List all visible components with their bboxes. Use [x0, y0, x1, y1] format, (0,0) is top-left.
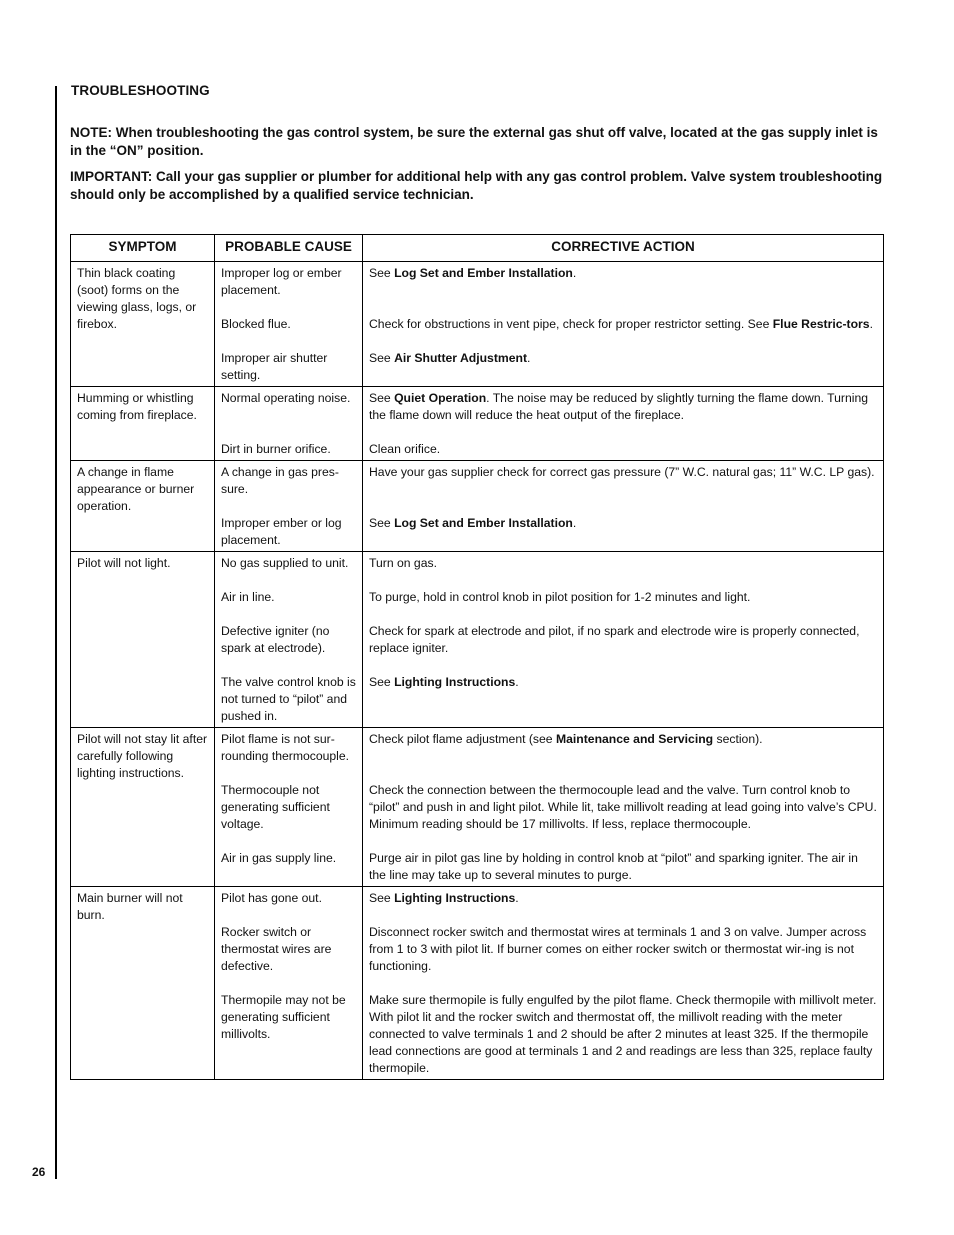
table-row	[71, 552, 884, 728]
symptom-text: Humming or whistling coming from fireplace.	[77, 391, 197, 422]
page-number: 26	[32, 1165, 46, 1179]
action-cell	[363, 387, 884, 461]
action-emphasis: Flue Restric-tors	[772, 317, 870, 331]
action-text: See Lighting Instructions.	[369, 675, 519, 689]
cause-text: Thermopile may not be generating sufficient millivolts.	[221, 993, 346, 1041]
action-text: Check for obstructions in vent pipe, check for proper restrictor setting. See Flue Restric-tors.	[369, 317, 873, 331]
cause-cell	[215, 262, 363, 387]
action-cell	[363, 887, 884, 1080]
symptom-cell	[71, 461, 215, 552]
cause-cell	[215, 552, 363, 728]
action-text: Have your gas supplier check for correct gas pressure (7” W.C. natural gas; 11” W.C. LP gas).	[369, 465, 875, 479]
action-text: Purge air in pilot gas line by holding in control knob at “pilot” and sparking igniter. The air in the line may take up to several minutes to purge.	[369, 851, 858, 882]
important-paragraph: IMPORTANT: Call your gas supplier or plumber for additional help with any gas control problem. Valve system troubleshooting should only be accomplished by a qualified service technician.	[70, 169, 883, 202]
action-cell	[363, 262, 884, 387]
symptom-text: Pilot will not stay lit after carefully following lighting instructions.	[77, 732, 208, 780]
cause-text: The valve control knob is not turned to “pilot” and pushed in.	[221, 675, 356, 723]
table-body	[71, 262, 884, 1080]
cause-cell	[215, 387, 363, 461]
table-row	[71, 728, 884, 887]
table-row	[71, 262, 884, 387]
symptom-text: Pilot will not light.	[77, 556, 171, 570]
symptom-text: Thin black coating (soot) forms on the viewing glass, logs, or firebox.	[77, 266, 197, 331]
symptom-cell	[71, 728, 215, 887]
cause-text: No gas supplied to unit.	[221, 556, 349, 570]
cause-cell	[215, 461, 363, 552]
action-emphasis: Lighting Instructions	[394, 675, 516, 689]
action-text: See Lighting Instructions.	[369, 891, 519, 905]
cause-text: Rocker switch or thermostat wires are defective.	[221, 925, 332, 973]
action-text: Turn on gas.	[369, 556, 437, 570]
header-corrective-action: CORRECTIVE ACTION	[363, 235, 884, 262]
cause-text: A change in gas pres-sure.	[221, 465, 339, 496]
table-header-row	[71, 235, 884, 262]
action-text: See Log Set and Ember Installation.	[369, 516, 577, 530]
action-text: Make sure thermopile is fully engulfed by the pilot flame. Check thermopile with millivolt meter. With pilot lit and the rocker switch and thermostat off, the millivolt reading with the meter connected to valve terminals 1 and 2 should be after 2 minutes at least 325. If the thermopile lead connections are good at terminals 1 and 2 and readings are less than 325, replace faulty thermopile.	[369, 993, 877, 1075]
action-emphasis: Quiet Operation	[394, 391, 487, 405]
action-text: See Air Shutter Adjustment.	[369, 351, 531, 365]
cause-text: Thermocouple not generating sufficient voltage.	[221, 783, 330, 831]
symptom-cell	[71, 387, 215, 461]
action-text: Clean orifice.	[369, 442, 441, 456]
action-text: Check the connection between the thermocouple lead and the valve. Turn control knob to “pilot” and push in and light pilot. While lit, take millivolt reading at lead going into valve’s CPU. Minimum reading should be 17 millivolts. If less, replace thermocouple.	[369, 783, 877, 831]
cause-text: Normal operating noise.	[221, 391, 351, 405]
cause-text: Pilot has gone out.	[221, 891, 322, 905]
symptom-cell	[71, 887, 215, 1080]
action-emphasis: Maintenance and Servicing	[555, 732, 714, 746]
cause-text: Air in gas supply line.	[221, 851, 337, 865]
cause-cell	[215, 728, 363, 887]
action-text: To purge, hold in control knob in pilot position for 1-2 minutes and light.	[369, 590, 751, 604]
action-cell	[363, 461, 884, 552]
cause-text: Dirt in burner orifice.	[221, 442, 331, 456]
cause-text: Improper ember or log placement.	[221, 516, 342, 547]
action-text: Check pilot flame adjustment (see Maintenance and Servicing section).	[369, 732, 763, 746]
action-text: Disconnect rocker switch and thermostat wires at terminals 1 and 3 on valve. Jumper across from 1 to 3 with pilot lit. If burner comes on either rocker switch or thermostat wir-ing is not functioning.	[369, 925, 867, 973]
table-row	[71, 387, 884, 461]
table-row	[71, 461, 884, 552]
action-text: See Log Set and Ember Installation.	[369, 266, 577, 280]
symptom-cell	[71, 552, 215, 728]
action-emphasis: Air Shutter Adjustment	[394, 351, 528, 365]
table-row	[71, 887, 884, 1080]
action-emphasis: Lighting Instructions	[394, 891, 516, 905]
cause-text: Air in line.	[221, 590, 275, 604]
action-cell	[363, 728, 884, 887]
cause-text: Pilot flame is not sur-rounding thermocouple.	[221, 732, 350, 763]
left-margin-rule	[55, 86, 57, 1179]
action-text: See Quiet Operation. The noise may be reduced by slightly turning the flame down. Turning the flame down will reduce the heat output of the fireplace.	[369, 391, 869, 422]
cause-text: Improper log or ember placement.	[221, 266, 342, 297]
cause-cell	[215, 887, 363, 1080]
action-emphasis: Log Set and Ember Installation	[394, 266, 573, 280]
note-paragraph: NOTE: When troubleshooting the gas control system, be sure the external gas shut off valve, located at the gas supply inlet is in the “ON” position.	[70, 125, 878, 158]
action-cell	[363, 552, 884, 728]
cause-text: Improper air shutter setting.	[221, 351, 328, 382]
header-symptom: SYMPTOM	[71, 235, 215, 262]
header-probable-cause: PROBABLE CAUSE	[215, 235, 363, 262]
section-heading: TROUBLESHOOTING	[71, 83, 210, 98]
action-emphasis: Log Set and Ember Installation	[394, 516, 573, 530]
symptom-text: Main burner will not burn.	[77, 891, 183, 922]
troubleshooting-table	[70, 234, 884, 1080]
cause-text: Defective igniter (no spark at electrode).	[221, 624, 330, 655]
action-text: Check for spark at electrode and pilot, if no spark and electrode wire is properly connected, replace igniter.	[369, 624, 860, 655]
symptom-cell	[71, 262, 215, 387]
cause-text: Blocked flue.	[221, 317, 291, 331]
symptom-text: A change in flame appearance or burner operation.	[77, 465, 195, 513]
